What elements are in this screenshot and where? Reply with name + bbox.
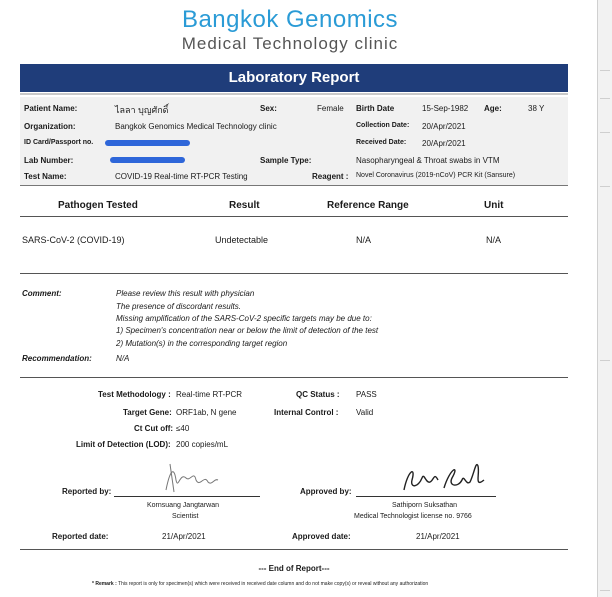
reported-date-label: Reported date: [52, 532, 109, 541]
result-cell: Undetectable [215, 235, 269, 245]
birth-date-value: 15-Sep-1982 [422, 104, 469, 113]
recommendation-value: N/A [116, 354, 130, 363]
pathogen-cell: SARS-CoV-2 (COVID-19) [22, 235, 125, 245]
target-gene-value: ORF1ab, N gene [176, 408, 237, 417]
organization-label: Organization: [24, 122, 76, 131]
remark-label: * Remark : [92, 581, 117, 587]
remark-text: This report is only for specimen(s) which were received in received date column and do not make copy(s) or reveal without any authorization [118, 581, 429, 587]
approved-date-label: Approved date: [292, 532, 351, 541]
lod-label: Limit of Detection (LOD): [76, 440, 171, 449]
internal-control-label: Internal Control : [274, 408, 339, 417]
test-name-label: Test Name: [24, 172, 67, 181]
test-name-value: COVID-19 Real-time RT-PCR Testing [115, 172, 248, 181]
comment-line: Please review this result with physician [116, 289, 255, 298]
patient-name-value: ไลลา บุญศักดิ์ [115, 105, 169, 115]
edge-line [600, 132, 610, 133]
brand-name: Bangkok Genomics [181, 6, 399, 33]
sample-type-value: Nasopharyngeal & Throat swabs in VTM [356, 156, 500, 165]
internal-control-value: Valid [356, 408, 374, 417]
recommendation-label: Recommendation: [22, 354, 92, 363]
clinic-logo [0, 6, 580, 54]
received-date-label: Received Date: [356, 139, 407, 146]
section-divider [20, 377, 568, 378]
edge-line [600, 360, 610, 361]
reporter-name: Kornsuang Jangtarwan [147, 502, 219, 509]
methodology-value: Real-time RT-PCR [176, 390, 243, 399]
report-title: Laboratory Report [20, 64, 568, 92]
comment-line: Missing amplification of the SARS-CoV-2 specific targets may be due to: [116, 314, 372, 323]
edge-line [600, 186, 610, 187]
col-header-unit: Unit [484, 200, 504, 211]
sample-type-label: Sample Type: [260, 156, 312, 165]
age-value: 38 Y [528, 104, 545, 113]
page-edge [597, 0, 612, 597]
edge-line [600, 590, 610, 591]
col-header-result: Result [229, 200, 260, 211]
end-of-report: --- End of Report--- [258, 564, 330, 573]
patient-name-label: Patient Name: [24, 104, 78, 113]
comment-line: 1) Specimen's concentration near or below the limit of detection of the test [116, 326, 379, 335]
signature-line [356, 496, 496, 497]
ct-cutoff-label: Ct Cut off: [134, 424, 174, 433]
section-divider [20, 549, 568, 550]
sex-label: Sex: [260, 104, 277, 113]
comment-label: Comment: [22, 289, 62, 298]
sex-value: Female [317, 104, 344, 113]
received-date-value: 20/Apr/2021 [422, 139, 466, 148]
reagent-label: Reagent : [312, 172, 349, 181]
birth-date-label: Birth Date [356, 104, 395, 113]
comment-line: 2) Mutation(s) in the corresponding target region [116, 339, 288, 348]
brand-subtitle: Medical Technology clinic [181, 34, 399, 53]
reported-date-value: 21/Apr/2021 [162, 532, 206, 541]
col-header-reference-range: Reference Range [327, 200, 409, 211]
ct-cutoff-value: ≤40 [176, 424, 190, 433]
reporter-title: Scientist [172, 513, 199, 520]
id-card-label: ID Card/Passport no. [24, 139, 94, 146]
redaction-mark [110, 157, 185, 163]
approver-signature [400, 458, 490, 498]
lod-value: 200 copies/mL [176, 440, 229, 449]
unit-cell: N/A [486, 235, 502, 245]
organization-value: Bangkok Genomics Medical Technology clinic [115, 122, 277, 131]
title-underline [20, 93, 568, 95]
age-label: Age: [484, 104, 502, 113]
table-divider [20, 216, 568, 217]
reporter-signature [160, 460, 220, 496]
range-cell: N/A [356, 235, 372, 245]
lab-number-label: Lab Number: [24, 156, 74, 165]
reported-by-label: Reported by: [62, 487, 112, 496]
qc-status-value: PASS [356, 390, 377, 399]
comment-line: The presence of discordant results. [116, 302, 241, 311]
redaction-mark [105, 140, 190, 146]
approved-date-value: 21/Apr/2021 [416, 532, 460, 541]
col-header-pathogen: Pathogen Tested [58, 200, 138, 211]
remark [92, 581, 428, 587]
collection-date-label: Collection Date: [356, 122, 410, 129]
target-gene-label: Target Gene: [123, 408, 172, 417]
edge-line [600, 98, 610, 99]
collection-date-value: 20/Apr/2021 [422, 122, 466, 131]
approver-title: Medical Technologist license no. 9766 [354, 513, 472, 520]
approver-name: Sathiporn Suksathan [392, 502, 457, 509]
qc-status-label: QC Status : [296, 390, 340, 399]
reagent-value: Novel Coronavirus (2019-nCoV) PCR Kit (Sansure) [356, 172, 516, 179]
table-divider [20, 273, 568, 274]
edge-line [600, 70, 610, 71]
signature-line [114, 496, 260, 497]
approved-by-label: Approved by: [300, 487, 352, 496]
methodology-label: Test Methodology : [98, 390, 171, 399]
